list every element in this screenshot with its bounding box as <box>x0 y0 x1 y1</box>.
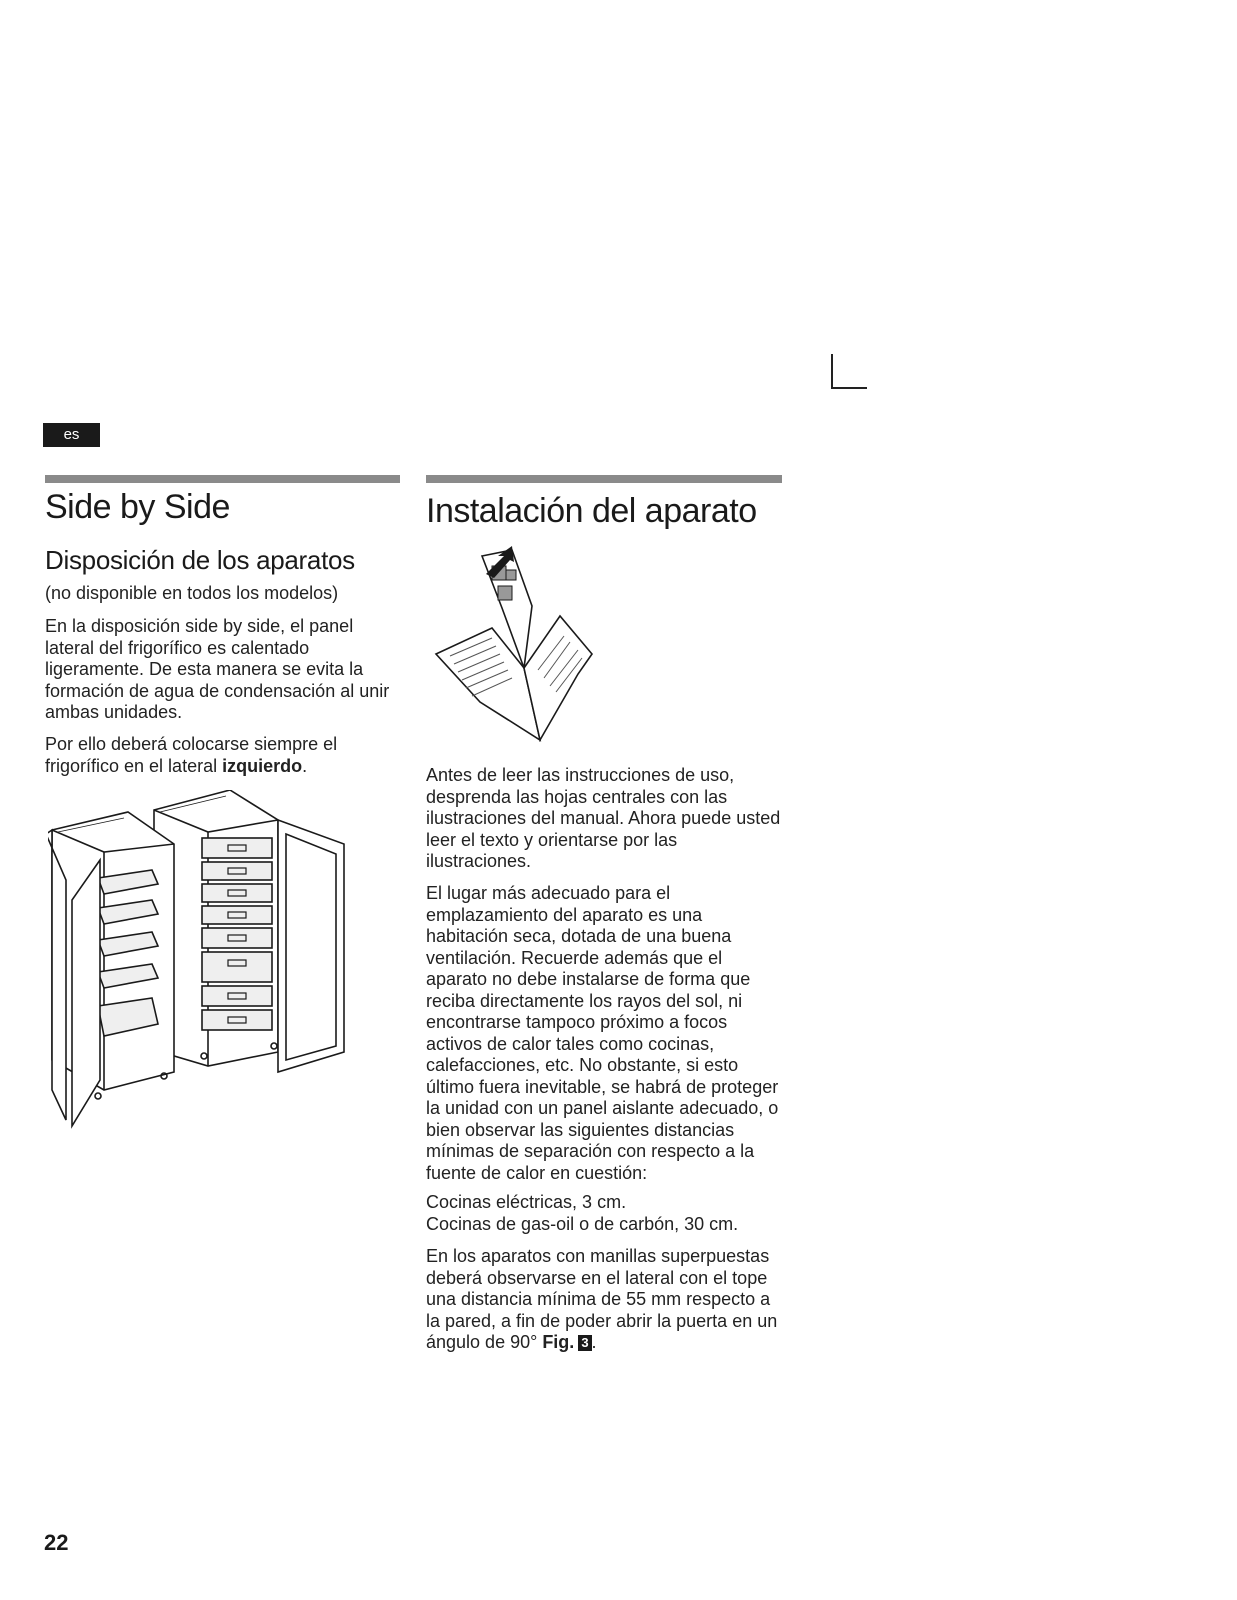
placement-end: . <box>302 755 308 776</box>
fig-label: Fig. <box>542 1332 575 1352</box>
left-section-rule <box>45 475 400 483</box>
crop-mark <box>831 354 867 389</box>
arrangement-subtitle: Disposición de los aparatos <box>45 545 355 575</box>
handles-text: En los aparatos con manillas superpuestas deberá observarse en el lateral con el tope una distancia mínima de 55 mm respecto a la pared, a fin de poder abrir la puerta en un ángulo de 90° <box>426 1246 778 1352</box>
fig-number-badge: 3 <box>578 1335 591 1351</box>
availability-note: (no disponible en todos los modelos) <box>45 583 339 603</box>
placement-paragraph <box>45 734 390 777</box>
open-manual-illustration <box>432 542 602 742</box>
placement-text: Por ello deberá colocarse siempre el frigorífico en el lateral <box>45 734 338 776</box>
location-paragraph: El lugar más adecuado para el emplazamiento del aparato es una habitación seca, dotada de una buena ventilación. Recuerde además que el aparato no debe instalarse de forma que reciba directamente los rayos del sol, ni encontrarse tampoco próximo a focos activos de calor tales como cocinas, calefacciones, etc. No obstante, si esto último fuera inevitable, se habrá de proteger la unidad con un panel aislante adecuado, o bien observar las siguientes distancias mínimas de separación con respecto a la fuente de calor en cuestión: <box>426 883 779 1183</box>
page-number: 22 <box>44 1530 69 1555</box>
side-by-side-paragraph: En la disposición side by side, el panel lateral del frigorífico es calentado ligeramente. De esta manera se evita la formación de agua de condensación al unir ambas unidades. <box>45 616 390 722</box>
right-section-rule <box>426 475 782 483</box>
side-by-side-title: Side by Side <box>45 488 230 526</box>
handles-paragraph <box>426 1246 786 1354</box>
distance-gas: Cocinas de gas-oil o de carbón, 30 cm. <box>426 1213 739 1234</box>
distance-electric: Cocinas eléctricas, 3 cm. <box>426 1192 627 1212</box>
language-badge: es <box>43 423 100 447</box>
instructions-paragraph: Antes de leer las instrucciones de uso, desprenda las hojas centrales con las ilustraciones del manual. Ahora puede usted leer el texto y orientarse por las ilustraciones. <box>426 765 781 871</box>
installation-title: Instalación del aparato <box>426 492 757 530</box>
side-by-side-appliances-illustration <box>48 790 348 1130</box>
distances-list <box>426 1192 786 1235</box>
placement-bold: izquierdo <box>222 755 303 776</box>
fig-end: . <box>591 1332 597 1352</box>
